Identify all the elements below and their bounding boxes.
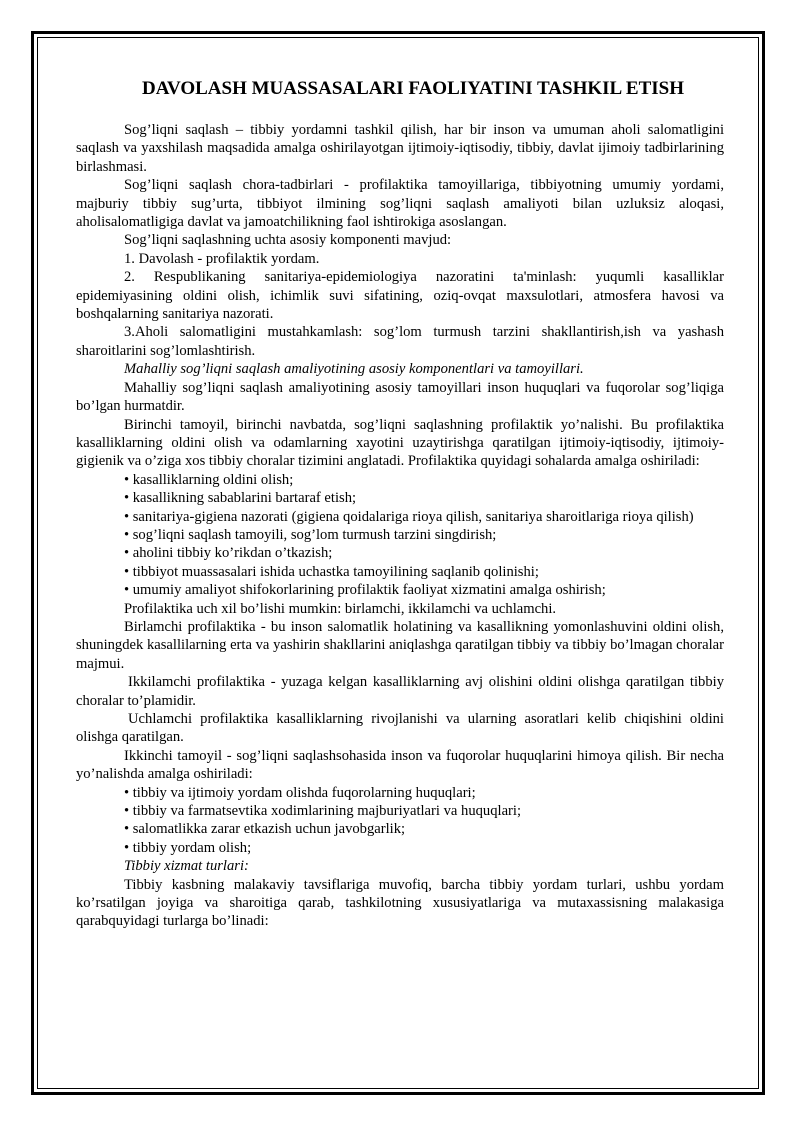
paragraph: Sog’liqni saqlash – tibbiy yordamni tashkil qilish, har bir inson va umuman aholi salomatligini saqlash va yaxshilash maqsadida amalga oshirilayotgan ijtimoiy-iqtisodiy, tibbiy, davlat ijimoiy tadbirlarining birlashmasi. — [76, 122, 724, 175]
paragraph: Tibbiy kasbning malakaviy tavsiflariga muvofiq, barcha tibbiy yordam turlari, ushbu yordam ko’rsatilgan joyiga va sharoitiga qarab, tashkilotning xususiyatlariga va mutaxassisning malakasiga qarabquyidagi turlarga bo’linadi: — [76, 876, 724, 930]
paragraph: 2. Respublikaning sanitariya-epidemiologiya nazoratini ta'minlash: yuqumli kasalliklar epidemiyasining oldini olish, ichimlik suvi sifatining, oziq-ovqat maxsulotlari, atmosfera havosi va boshqalarning sanitariya nazorati. — [76, 269, 724, 323]
paragraph: Sog’liqni saqlashning uchta asosiy komponenti mavjud: — [124, 232, 452, 249]
bullet-item: • sog’liqni saqlash tamoyili, sog’lom turmush tarzini singdirish; — [124, 526, 497, 543]
bullet-item: • umumiy amaliyot shifokorlarining profilaktik faoliyat xizmatini amalga oshirish; — [124, 582, 606, 599]
paragraph: Mahalliy sog’liqni saqlash amaliyotining asosiy tamoyillari inson huquqlari va fuqorolar sog’liqiga bo’lgan hurmatdir. — [76, 379, 724, 415]
paragraph: Sog’liqni saqlash chora-tadbirlari - profilaktika tamoyillariga, tibbiyotning umumiy yordami, majburiy tibbiy sug’urta, tibbiyot ilmining sog’liqni saqlash amaliyoti bilan uzluksiz aloqasi, aholisalomatligiga davlat va jamoatchilikning faol ishtirokiga asoslangan. — [76, 177, 724, 231]
paragraph: Birlamchi profilaktika - bu inson salomatlik holatining va kasallikning yomonlashuvini oldini olish, shuningdek kasallilarning erta va yashirin shakllarini aniqlashga qaratilgan tibbiy va tibbiy bo’lmagan choralar majmui. — [76, 618, 724, 672]
bullet-item: • tibbiy va ijtimoiy yordam olishda fuqorolarning huquqlari; — [124, 784, 476, 801]
paragraph-list — [76, 121, 724, 931]
bullet-item: • aholini tibbiy ko’rikdan o’tkazish; — [124, 545, 333, 562]
bullet-item: • tibbiyot muassasalari ishida uchastka tamoyilining saqlanib qolinishi; — [124, 563, 539, 580]
bullet-item: • tibbiy yordam olish; — [124, 839, 252, 856]
section-heading: Mahalliy sog’liqni saqlash amaliyotining asosiy komponentlari va tamoyillari. — [124, 361, 584, 378]
bullet-item: • kasalliklarning oldini olish; — [124, 471, 294, 488]
bullet-item: • kasallikning sabablarini bartaraf etish; — [124, 490, 357, 507]
document-title: DAVOLASH MUASSASALARI FAOLIYATINI TASHKIL ETISH — [142, 78, 684, 99]
bullet-item: • tibbiy va farmatsevtika xodimlarining majburiyatlari va huquqlari; — [124, 803, 522, 820]
section-heading: Tibbiy xizmat turlari: — [124, 858, 249, 875]
paragraph: Birinchi tamoyil, birinchi navbatda, sog’liqni saqlashning profilaktik yo’nalishi. Bu profilaktika kasalliklarning oldini olish va odamlarning xayotini uzaytirishga qaratilgan ijtimoiy-iqtisodiy, ijtimoiy-gigienik va o’ziga xos tibbiy choralar tizimini anglatadi. Profilaktika quyidagi sohalarda amalga oshiriladi: — [76, 416, 724, 470]
paragraph: Ikkinchi tamoyil - sog’liqni saqlashsohasida inson va fuqorolar huquqlarini himoya qilish. Bir necha yo’nalishda amalga oshiriladi: — [76, 747, 724, 783]
bullet-item: • salomatlikka zarar etkazish uchun javobgarlik; — [124, 821, 406, 838]
bullet-item: • sanitariya-gigiena nazorati (gigiena qoidalariga rioya qilish, sanitariya sharoitlariga rioya qilish) — [124, 508, 694, 525]
paragraph: Uchlamchi profilaktika kasalliklarning rivojlanishi va ularning asoratlari kelib chiqishini oldini olishga qaratilgan. — [76, 711, 724, 746]
paragraph: 3.Aholi salomatligini mustahkamlash: sog’lom turmush tarzini shakllantirish,ish va yashash sharoitlarini sog’lomlashtirish. — [76, 324, 724, 359]
paragraph: Ikkilamchi profilaktika - yuzaga kelgan kasalliklarning avj olishini oldini olishga qaratilgan tibbiy choralar to’plamidir. — [76, 674, 724, 709]
paragraph: 1. Davolash - profilaktik yordam. — [124, 250, 320, 267]
paragraph: Profilaktika uch xil bo’lishi mumkin: birlamchi, ikkilamchi va uchlamchi. — [124, 600, 557, 617]
document-body — [76, 78, 724, 931]
